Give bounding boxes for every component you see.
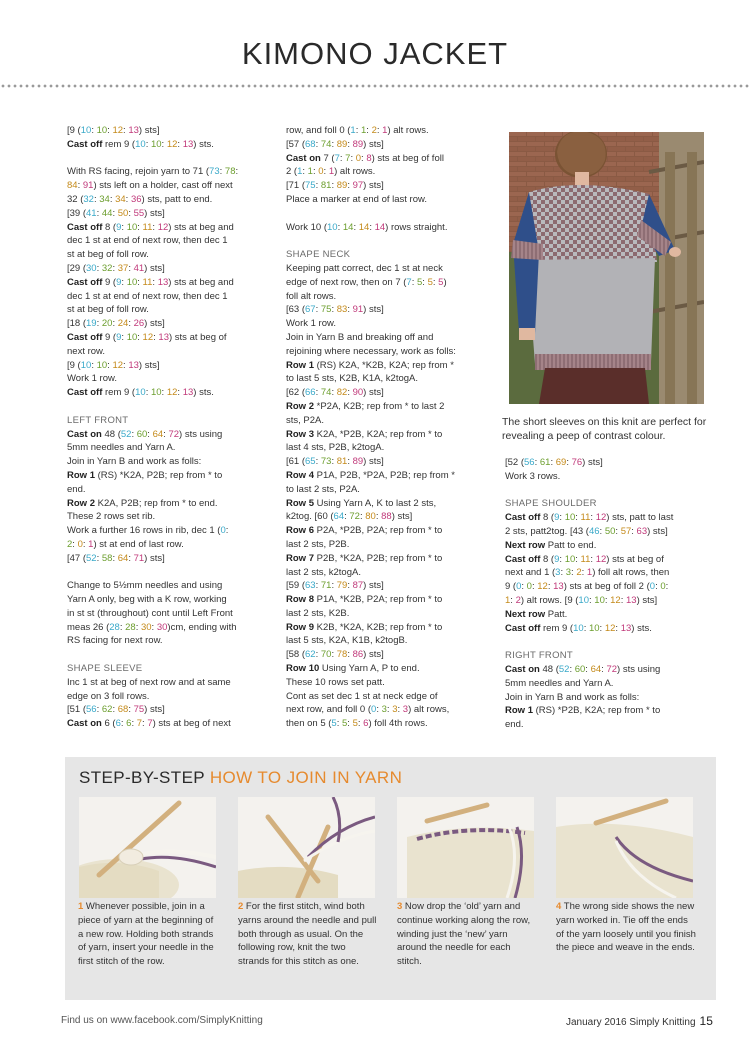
text-line: st at beg of foll row. xyxy=(67,249,149,261)
text-line: 2 (1: 1: 0: 1) alt rows. xyxy=(286,166,376,178)
step-4-photo xyxy=(556,797,693,898)
text-line: [63 (67: 75: 83: 91) sts] xyxy=(286,304,384,316)
text-line: [52 (56: 61: 69: 76) sts] xyxy=(505,457,603,468)
text-line: [9 (10: 10: 12: 13) sts] xyxy=(67,125,160,136)
text-line: Join in Yarn B and breaking off and xyxy=(286,331,434,343)
text-line: Cast off 9 (9: 10: 11: 13) sts at beg and xyxy=(67,276,234,288)
text-line: Row 4 P1A, P2B, *P2A, P2B; rep from * xyxy=(286,469,455,481)
step-3-text: 3 Now drop the ‘old’ yarn and continue working along the row, winding just the ‘new’ yarn around the needle for each stitch. xyxy=(397,901,531,968)
text-line: end. xyxy=(67,483,86,495)
text-line: Row 7 P2B, *K2A, P2B; rep from * to xyxy=(286,552,443,564)
text-line: Row 2 *P2A, K2B; rep from * to last 2 xyxy=(286,400,445,412)
step-1-photo xyxy=(79,797,216,898)
text-line: last 5 sts, K2A, K1B, k2togB. xyxy=(286,635,408,647)
text-line: [18 (19: 20: 24: 26) sts] xyxy=(67,318,165,330)
text-line: sts, P2A. xyxy=(286,414,325,426)
text-line: edge on 3 foll rows. xyxy=(67,690,150,702)
text-line: 2: 0: 1) st at end of last row. xyxy=(67,538,184,550)
text-line: Cast on 48 (52: 60: 64: 72) sts using xyxy=(505,663,661,675)
step-2-text: 2 For the first stitch, wind both yarns around the needle and pull both through as usual. On the following row, knit the two strands for this stitch as one. xyxy=(238,901,377,968)
text-line: [61 (65: 73: 81: 89) sts] xyxy=(286,456,384,468)
text-line: Cont as set dec 1 st at neck edge of xyxy=(286,690,438,702)
footer-issue: January 2016 Simply Knitting 15 xyxy=(566,1014,713,1028)
text-line: Join in Yarn B and work as folls: xyxy=(67,456,202,468)
text-line: 32 (32: 34: 34: 36) sts, patt to end. xyxy=(67,193,213,205)
text-line: 5mm needles and Yarn A. xyxy=(67,442,176,454)
section-heading: SHAPE NECK xyxy=(286,249,351,261)
text-line: 2 sts, patt2tog. [43 (46: 50: 57: 63) sts] xyxy=(505,525,668,537)
text-line: RS facing for next row. xyxy=(67,635,163,647)
text-line: next row, and foll 0 (0: 3: 3: 3) alt rows, xyxy=(286,704,450,716)
step-4-text: 4 The wrong side shows the new yarn worked in. Tie off the ends of the yarn loosely until you finish the piece and weave in the ends. xyxy=(556,901,696,954)
step-1-text: 1 Whenever possible, join in a piece of yarn at the beginning of a new row. Holding both strands of yarn, insert your needle in the first stitch of the row. xyxy=(78,901,214,968)
text-line: Row 6 P2A, *P2B, P2A; rep from * to xyxy=(286,525,443,537)
text-line: These 10 rows set patt. xyxy=(286,676,385,688)
section-heading: SHAPE SHOULDER xyxy=(505,498,597,510)
text-line: [51 (56: 62: 68: 75) sts] xyxy=(67,704,165,716)
text-line: Cast off 8 (9: 10: 11: 12) sts at beg of xyxy=(505,553,664,565)
text-line: [58 (62: 70: 78: 86) sts] xyxy=(286,649,384,661)
model-photo xyxy=(509,132,704,404)
text-line: Row 10 Using Yarn A, P to end. xyxy=(286,663,420,675)
text-line: These 2 rows set rib. xyxy=(67,511,156,523)
step-by-step-heading: STEP-BY-STEP HOW TO JOIN IN YARN xyxy=(79,768,403,787)
text-line: Work 3 rows. xyxy=(505,470,561,482)
text-line: Cast off rem 9 (10: 10: 12: 13) sts. xyxy=(67,138,214,150)
column-1 xyxy=(67,124,263,731)
text-line: [71 (75: 81: 89: 97) sts] xyxy=(286,180,384,192)
text-line: end. xyxy=(505,719,524,731)
text-line: Place a marker at end of last row. xyxy=(286,193,427,205)
text-line: [47 (52: 58: 64: 71) sts] xyxy=(67,552,165,564)
text-line: Row 1 (RS) K2A, *K2B, K2A; rep from * xyxy=(286,359,454,371)
text-line: st at beg of foll row. xyxy=(67,304,149,316)
text-line: Next row Patt to end. xyxy=(505,539,597,551)
text-line: Work a further 16 rows in rib, dec 1 (0: xyxy=(67,525,229,537)
footer-facebook-link[interactable]: Find us on www.facebook.com/SimplyKnitting xyxy=(61,1015,263,1026)
text-line: Work 1 row. xyxy=(67,373,117,385)
text-line: Row 2 K2A, P2B; rep from * to end. xyxy=(67,497,218,509)
text-line: [29 (30: 32: 37: 41) sts] xyxy=(67,262,165,274)
section-heading: SHAPE SLEEVE xyxy=(67,663,143,675)
text-line: meas 26 (28: 28: 30: 30)cm, ending with xyxy=(67,621,237,633)
text-line: Change to 5½mm needles and using xyxy=(67,580,223,592)
text-line: [39 (41: 44: 50: 55) sts] xyxy=(67,207,165,219)
text-line: last 2 sts, K2B. xyxy=(286,607,350,619)
section-heading: RIGHT FRONT xyxy=(505,650,574,662)
text-line: to last 2 sts, P2A. xyxy=(286,483,360,495)
text-line: [57 (68: 74: 89: 89) sts] xyxy=(286,138,384,150)
text-line: Row 8 P1A, *K2B, P2A; rep from * to xyxy=(286,594,443,606)
text-line: dec 1 st at end of next row, then dec 1 xyxy=(67,290,228,302)
text-line: then on 5 (5: 5: 5: 6) foll 4th rows. xyxy=(286,718,428,730)
column-2 xyxy=(286,124,484,731)
text-line: 5mm needles and Yarn A. xyxy=(505,677,614,689)
text-line: Yarn A only, beg with a K row, working xyxy=(67,594,227,606)
text-line: Row 5 Using Yarn A, K to last 2 sts, xyxy=(286,497,437,509)
text-line: last 4 sts, P2B, k2togA. xyxy=(286,442,385,454)
text-line: With RS facing, rejoin yarn to 71 (73: 78: xyxy=(67,166,239,178)
dotted-divider xyxy=(0,84,750,88)
text-line: 1: 2) alt rows. [9 (10: 10: 12: 13) sts] xyxy=(505,594,658,606)
text-line: [62 (66: 74: 82: 90) sts] xyxy=(286,387,384,399)
section-heading: LEFT FRONT xyxy=(67,414,129,426)
text-line: row, and foll 0 (1: 1: 2: 1) alt rows. xyxy=(286,125,429,136)
text-line: Row 1 (RS) *K2A, P2B; rep from * to xyxy=(67,469,223,481)
step-2-photo xyxy=(238,797,375,898)
text-line: Cast off 8 (9: 10: 11: 12) sts at beg and xyxy=(67,221,234,233)
text-line: Cast off 9 (9: 10: 12: 13) sts at beg of xyxy=(67,331,227,343)
text-line: Cast on 6 (6: 6: 7: 7) sts at beg of next xyxy=(67,718,231,730)
text-line: Join in Yarn B and work as folls: xyxy=(505,691,640,703)
text-line: dec 1 st at end of next row, then dec 1 xyxy=(67,235,228,247)
text-line: Cast off 8 (9: 10: 11: 12) sts, patt to last xyxy=(505,512,674,524)
text-line: [9 (10: 10: 12: 13) sts] xyxy=(67,359,160,371)
text-line: last 2 sts, k2togA. xyxy=(286,566,361,578)
text-line: foll alt rows. xyxy=(286,290,337,302)
text-line: Next row Patt. xyxy=(505,608,568,620)
text-line: Cast off rem 9 (10: 10: 12: 13) sts. xyxy=(67,387,214,399)
text-line: 9 (0: 0: 12: 13) sts at beg of foll 2 (0: 0: xyxy=(505,581,669,593)
text-line: Cast off rem 9 (10: 10: 12: 13) sts. xyxy=(505,622,652,634)
text-line: 84: 91) sts left on a holder, cast off next xyxy=(67,180,233,192)
text-line: Work 10 (10: 14: 14: 14) rows straight. xyxy=(286,221,448,233)
text-line: Inc 1 st at beg of next row and at same xyxy=(67,676,231,688)
text-line: [59 (63: 71: 79: 87) sts] xyxy=(286,580,384,592)
text-line: rejoining where necessary, work as folls: xyxy=(286,345,456,357)
step-3-photo xyxy=(397,797,534,898)
text-line: Row 3 K2A, *P2B, K2A; rep from * to xyxy=(286,428,443,440)
page-title: KIMONO JACKET xyxy=(241,36,509,71)
page-number: 15 xyxy=(699,1014,713,1028)
text-line: in st st (throughout) cont until Left Front xyxy=(67,607,233,619)
text-line: Cast on 7 (7: 7: 0: 8) sts at beg of foll xyxy=(286,152,444,164)
column-3 xyxy=(505,456,701,732)
text-line: to last 5 sts, K2B, K1A, k2togA. xyxy=(286,373,419,385)
text-line: Keeping patt correct, dec 1 st at neck xyxy=(286,262,443,274)
text-line: Row 9 K2B, *K2A, K2B; rep from * to xyxy=(286,621,443,633)
text-line: Work 1 row. xyxy=(286,318,336,330)
photo-caption: The short sleeves on this knit are perfect for revealing a peep of contrast colour. xyxy=(502,416,707,442)
text-line: Row 1 (RS) *P2B, K2A; rep from * to xyxy=(505,705,661,717)
text-line: k2tog. [60 (64: 72: 80: 88) sts] xyxy=(286,511,413,523)
text-line: next and 1 (3: 3: 2: 1) foll alt rows, then xyxy=(505,567,670,579)
text-line: Cast on 48 (52: 60: 64: 72) sts using xyxy=(67,428,223,440)
text-line: edge of next row, then on 7 (7: 5: 5: 5) xyxy=(286,276,447,288)
text-line: next row. xyxy=(67,345,106,357)
text-line: last 2 sts, P2B. xyxy=(286,538,350,550)
